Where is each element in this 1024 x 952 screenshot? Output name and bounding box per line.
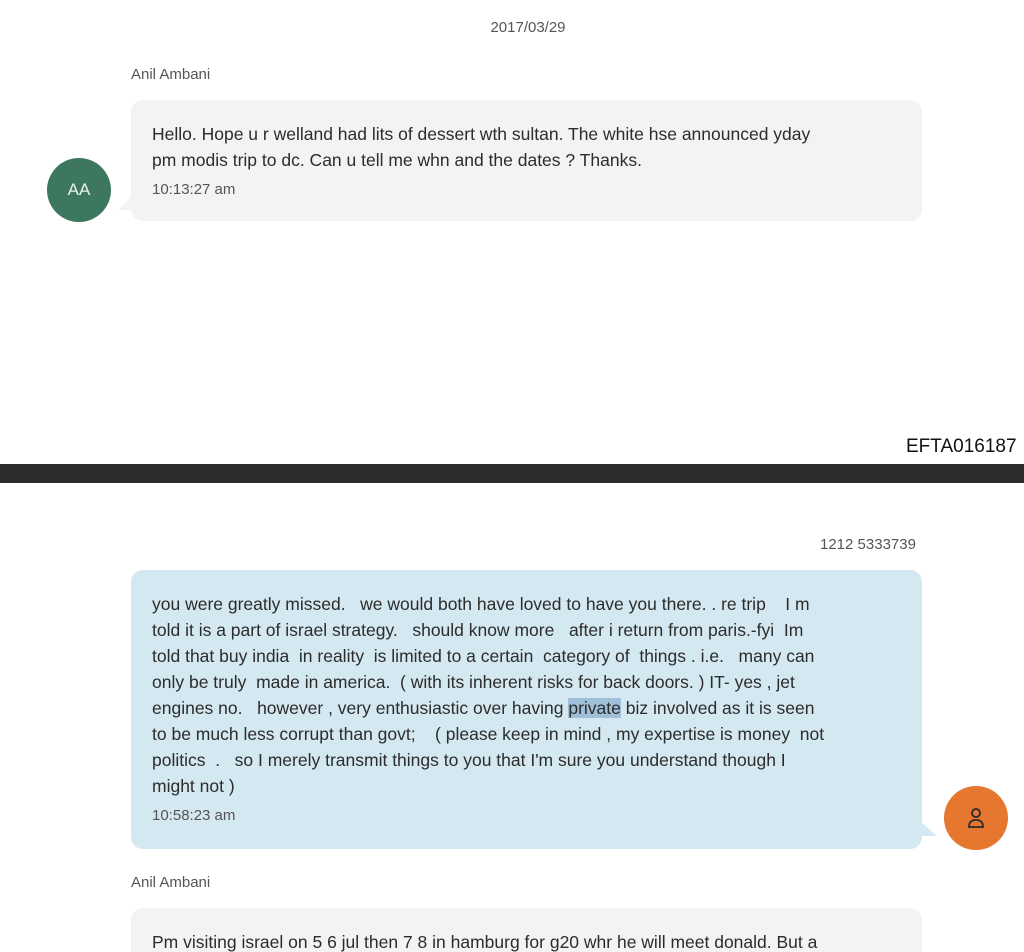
bubble-tail [118,196,132,210]
message-time: 10:13:27 am [152,181,236,198]
text-before: you were greatly missed. we would both have loved to have you there. . re trip I m told it is a part of israel strategy. should know more after i return from paris.-fyi Im told that buy india in reality is limited to a certain category of things . i.e. many can only be truly made in america. ( with its inherent risks for back doors. ) IT- yes , jet engines no. however , very enthusiastic over having [152,594,815,718]
text-after: biz involved as it is seen to be much less corrupt than govt; ( please keep in mind , my expertise is money not politics . so I merely transmit things to you that I'm sure you understand though I might not ) [152,698,825,796]
bubble-tail [921,822,937,836]
message-text [152,591,901,799]
avatar-initials: AA [67,180,91,199]
message-text: Pm visiting israel on 5 6 jul then 7 8 in hamburg for g20 whr he will meet donald. But a [152,932,818,952]
highlighted-word: private [568,698,621,718]
sender-name: Anil Ambani [131,874,211,891]
phone-number: 1212 5333739 [820,536,916,553]
message-bubble [131,908,922,952]
message-time: 10:58:23 am [152,807,236,824]
message-bubble-outgoing [131,570,922,849]
sender-name: Anil Ambani [131,66,211,83]
document-id: EFTA016187 [906,436,1017,457]
avatar [944,786,1008,850]
date-stamp: 2017/03/29 [490,19,566,36]
person-icon [967,807,985,829]
avatar [47,158,111,222]
message-bubble [131,100,922,221]
page-divider [0,464,1024,483]
message-text: Hello. Hope u r welland had lits of dessert wth sultan. The white hse announced yday pm modis trip to dc. Can u tell me whn and the dates ? Thanks. [152,124,811,170]
